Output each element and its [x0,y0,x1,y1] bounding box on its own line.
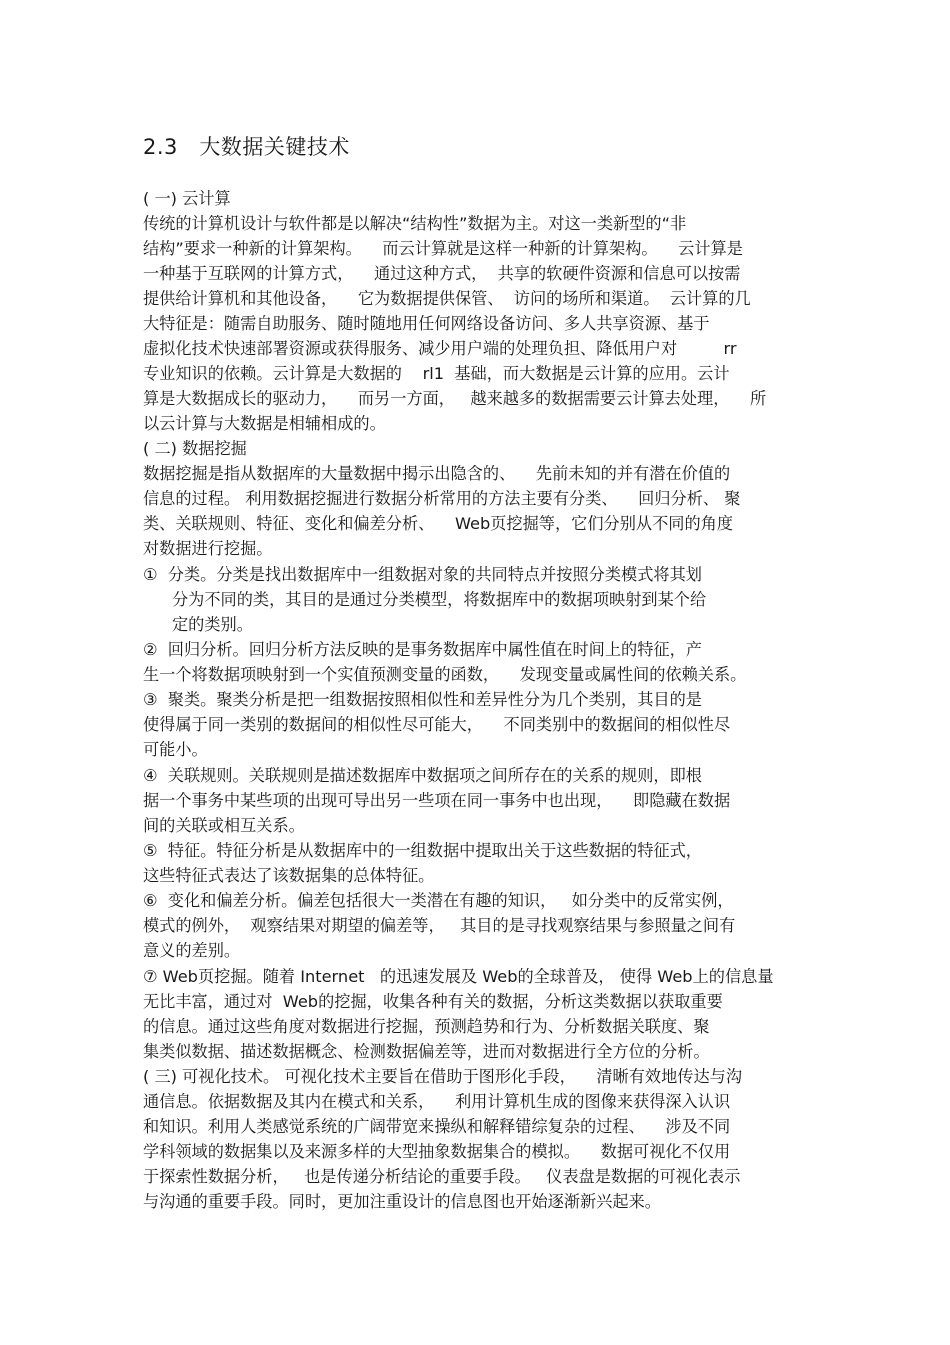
paragraph-line: 虚拟化技术快速部署资源或获得服务、减少用户端的处理负担、降低用户对 rr [143,339,737,358]
paragraph-line: 集类似数据、描述数据概念、检测数据偏差等，进而对数据进行全方位的分析。 [143,1042,710,1061]
paragraph-line: 以云计算与大数据是相辅相成的。 [143,414,386,433]
paragraph-line: 对数据进行挖掘。 [143,539,273,558]
paragraph-line: 大特征是：随需自助服务、随时随地用任何网络设备访问、多人共享资源、基于 [143,314,710,333]
paragraph-line: 据一个事务中某些项的出现可导出另一些项在同一事务中也出现， 即隐藏在数据 [143,791,731,810]
subheading-cloud-computing: ( 一) 云计算 [143,189,231,208]
subheading-data-mining: ( 二) 数据挖掘 [143,439,247,458]
paragraph-line: 一种基于互联网的计算方式， 通过这种方式， 共享的软硬件资源和信息可以按需 [143,264,741,283]
paragraph-line: 意义的差别。 [143,941,241,960]
paragraph-line: 使得属于同一类别的数据间的相似性尽可能大， 不同类别中的数据间的相似性尽 [143,715,731,734]
paragraph-line: 类、关联规则、特征、变化和偏差分析、 Web页挖掘等，它们分别从不同的角度 [143,514,734,533]
paragraph-line: 和知识。利用人类感觉系统的广阔带宽来操纵和解释错综复杂的过程、 涉及不同 [143,1117,731,1136]
list-item-classification: ① 分类。分类是找出数据库中一组数据对象的共同特点并按照分类模式将其划 [143,565,702,584]
list-item-clustering: ③ 聚类。聚类分析是把一组数据按照相似性和差异性分为几个类别，其目的是 [143,690,702,709]
paragraph-line: 模式的例外， 观察结果对期望的偏差等， 其目的是寻找观察结果与参照量之间有 [143,916,736,935]
paragraph-line: 通信息。依据数据及其内在模式和关系， 利用计算机生成的图像来获得深入认识 [143,1092,731,1111]
paragraph-line: 数据挖掘是指从数据库的大量数据中揭示出隐含的、 先前未知的并有潜在价值的 [143,464,731,483]
list-item-continuation: 分为不同的类，其目的是通过分类模型，将数据库中的数据项映射到某个给 [172,590,707,609]
paragraph-line: 专业知识的依赖。云计算是大数据的 rl1 基础，而大数据是云计算的应用。云计 [143,364,730,383]
paragraph-line: 生一个将数据项映射到一个实值预测变量的函数， 发现变量或属性间的依赖关系。 [143,665,747,684]
list-item-continuation: 定的类别。 [172,615,253,634]
paragraph-line: 可能小。 [143,740,208,759]
paragraph-line: 结构”要求一种新的计算架构。 而云计算就是这样一种新的计算架构。 云计算是 [143,239,743,258]
paragraph-line: 信息的过程。 利用数据挖掘进行数据分析常用的方法主要有分类、 回归分析、 聚 [143,489,741,508]
list-item-web-mining: ⑦ Web页挖掘。随着 Internet 的迅速发展及 Web的全球普及， 使得 Web上的信息量 [143,967,774,986]
paragraph-line: 于探索性数据分析， 也是传递分析结论的重要手段。 仪表盘是数据的可视化表示 [143,1167,741,1186]
list-item-association-rules: ④ 关联规则。关联规则是描述数据库中数据项之间所存在的关系的规则，即根 [143,766,702,785]
list-item-features: ⑤ 特征。特征分析是从数据库中的一组数据中提取出关于这些数据的特征式， [143,841,702,860]
subheading-visualization: ( 三) 可视化技术。 可视化技术主要旨在借助于图形化手段， 清晰有效地传达与沟 [143,1067,743,1086]
paragraph-line: 的信息。通过这些角度对数据进行挖掘，预测趋势和行为、分析数据关联度、聚 [143,1017,710,1036]
list-item-deviation-analysis: ⑥ 变化和偏差分析。偏差包括很大一类潜在有趣的知识， 如分类中的反常实例， [143,891,734,910]
paragraph-line: 无比丰富，通过对 Web的挖掘，收集各种有关的数据，分析这类数据以获取重要 [143,992,723,1011]
paragraph-line: 与沟通的重要手段。同时，更加注重设计的信息图也开始逐渐新兴起来。 [143,1192,661,1211]
paragraph-line: 学科领域的数据集以及来源多样的大型抽象数据集合的模拟。 数据可视化不仅用 [143,1142,731,1161]
paragraph-line: 传统的计算机设计与软件都是以解决“结构性”数据为主。对这一类新型的“非 [143,214,687,233]
paragraph-line: 这些特征式表达了该数据集的总体特征。 [143,866,435,885]
paragraph-line: 间的关联或相互关系。 [143,816,305,835]
section-title: 2.3 大数据关键技术 [143,135,350,159]
paragraph-line: 提供给计算机和其他设备， 它为数据提供保管、 访问的场所和渠道。 云计算的几 [143,289,751,308]
paragraph-line: 算是大数据成长的驱动力， 而另一方面， 越来越多的数据需要云计算去处理， 所 [143,389,767,408]
list-item-regression: ② 回归分析。回归分析方法反映的是事务数据库中属性值在时间上的特征，产 [143,640,702,659]
